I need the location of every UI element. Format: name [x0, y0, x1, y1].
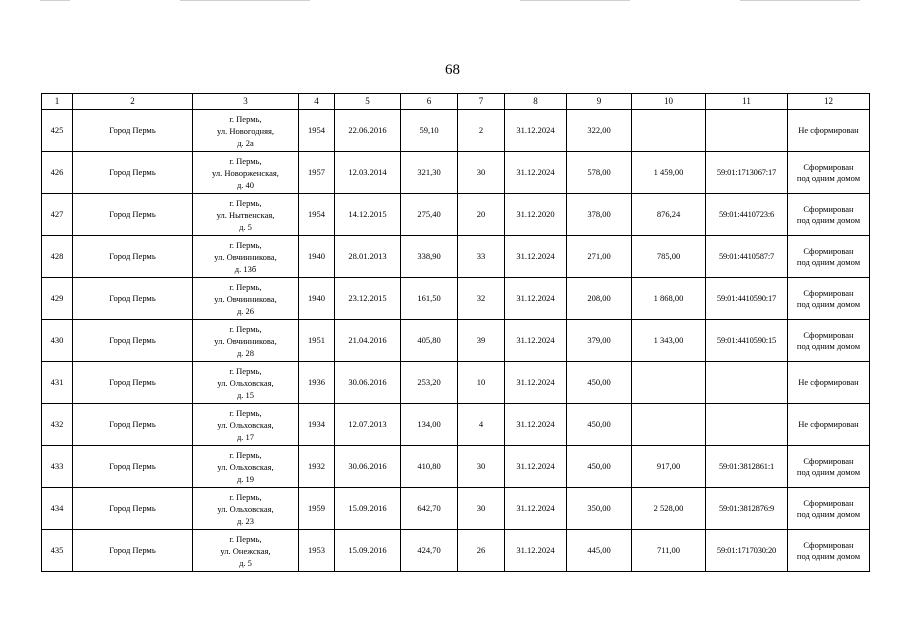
value9-cell: 450,00 — [567, 446, 632, 488]
address-cell-line: ул. Онежская, — [220, 545, 271, 556]
land-status-cell-line: под одним домом — [796, 340, 861, 351]
count-cell: 30 — [458, 446, 505, 488]
cadastral-number-cell: 59:01:3812876:9 — [706, 488, 788, 530]
address-cell-line: г. Пермь, — [229, 365, 262, 376]
address-cell — [193, 404, 299, 446]
cadastral-number-cell: 59:01:4410723:6 — [706, 194, 788, 236]
column-header: 1 — [42, 94, 73, 110]
area-cell: 410,80 — [401, 446, 458, 488]
table-body — [42, 110, 870, 572]
housing-registry-table — [41, 93, 870, 572]
row-number-cell: 434 — [42, 488, 73, 530]
count-cell: 33 — [458, 236, 505, 278]
year-cell: 1936 — [299, 362, 335, 404]
address-cell — [193, 236, 299, 278]
row-number-cell: 428 — [42, 236, 73, 278]
land-status-cell — [788, 236, 870, 278]
value10-cell — [632, 404, 706, 446]
deadline-cell: 31.12.2024 — [505, 446, 567, 488]
year-cell: 1954 — [299, 194, 335, 236]
address-cell-line: ул. Овчинникова, — [214, 335, 277, 346]
column-header: 5 — [335, 94, 401, 110]
land-status-cell-line: под одним домом — [796, 466, 861, 477]
land-status-cell-line: Сформирован — [803, 161, 854, 172]
municipality-cell: Город Пермь — [73, 236, 193, 278]
row-number-cell: 427 — [42, 194, 73, 236]
address-cell-line: д. 15 — [236, 389, 255, 400]
year-cell: 1959 — [299, 488, 335, 530]
count-cell: 30 — [458, 152, 505, 194]
deadline-cell: 31.12.2024 — [505, 320, 567, 362]
date-cell: 14.12.2015 — [335, 194, 401, 236]
address-cell — [193, 278, 299, 320]
date-cell: 28.01.2013 — [335, 236, 401, 278]
area-cell: 275,40 — [401, 194, 458, 236]
land-status-cell — [788, 530, 870, 572]
address-cell — [193, 530, 299, 572]
deadline-cell: 31.12.2024 — [505, 362, 567, 404]
address-cell-line: ул. Овчинникова, — [214, 251, 277, 262]
address-cell-line: г. Пермь, — [229, 323, 262, 334]
land-status-cell — [788, 446, 870, 488]
date-cell: 30.06.2016 — [335, 446, 401, 488]
cadastral-number-cell: 59:01:1717030:20 — [706, 530, 788, 572]
value9-cell: 379,00 — [567, 320, 632, 362]
value10-cell: 1 868,00 — [632, 278, 706, 320]
table-row — [42, 320, 870, 362]
address-cell-line: д. 2а — [237, 137, 254, 148]
area-cell: 424,70 — [401, 530, 458, 572]
table-row — [42, 236, 870, 278]
land-status-cell-line: Не сформирован — [798, 377, 859, 387]
municipality-cell: Город Пермь — [73, 320, 193, 362]
address-cell-line: г. Пермь, — [229, 239, 262, 250]
land-status-cell-line: Сформирован — [803, 203, 854, 214]
row-number-cell: 432 — [42, 404, 73, 446]
value10-cell: 917,00 — [632, 446, 706, 488]
land-status-cell-line: под одним домом — [796, 298, 861, 309]
row-number-cell: 431 — [42, 362, 73, 404]
value10-cell: 1 343,00 — [632, 320, 706, 362]
address-cell — [193, 362, 299, 404]
address-cell-line: ул. Ольховская, — [217, 377, 274, 388]
table-row — [42, 404, 870, 446]
value10-cell: 1 459,00 — [632, 152, 706, 194]
deadline-cell: 31.12.2024 — [505, 110, 567, 152]
municipality-cell: Город Пермь — [73, 278, 193, 320]
land-status-cell-line: под одним домом — [796, 256, 861, 267]
land-status-cell-line: под одним домом — [796, 550, 861, 561]
address-cell-line: д. 40 — [236, 179, 255, 190]
count-cell: 26 — [458, 530, 505, 572]
top-edge-line — [40, 0, 70, 1]
land-status-cell-line: Сформирован — [803, 455, 854, 466]
address-cell — [193, 110, 299, 152]
date-cell: 22.06.2016 — [335, 110, 401, 152]
value10-cell: 876,24 — [632, 194, 706, 236]
table-row — [42, 530, 870, 572]
year-cell: 1957 — [299, 152, 335, 194]
land-status-cell — [788, 488, 870, 530]
value9-cell: 378,00 — [567, 194, 632, 236]
table-row — [42, 362, 870, 404]
address-cell-line: ул. Ольховская, — [217, 503, 274, 514]
area-cell: 642,70 — [401, 488, 458, 530]
row-number-cell: 433 — [42, 446, 73, 488]
address-cell-line: ул. Овчинникова, — [214, 293, 277, 304]
top-edge-line — [180, 0, 310, 1]
deadline-cell: 31.12.2024 — [505, 152, 567, 194]
address-cell — [193, 152, 299, 194]
area-cell: 405,80 — [401, 320, 458, 362]
area-cell: 321,30 — [401, 152, 458, 194]
land-status-cell-line: Сформирован — [803, 497, 854, 508]
address-cell-line: г. Пермь, — [229, 449, 262, 460]
row-number-cell: 425 — [42, 110, 73, 152]
area-cell: 338,90 — [401, 236, 458, 278]
address-cell-line: г. Пермь, — [229, 197, 262, 208]
column-header: 10 — [632, 94, 706, 110]
column-header: 9 — [567, 94, 632, 110]
land-status-cell — [788, 152, 870, 194]
top-edge-line — [740, 0, 860, 1]
value9-cell: 322,00 — [567, 110, 632, 152]
date-cell: 21.04.2016 — [335, 320, 401, 362]
year-cell: 1940 — [299, 236, 335, 278]
cadastral-number-cell — [706, 110, 788, 152]
count-cell: 32 — [458, 278, 505, 320]
cadastral-number-cell: 59:01:3812861:1 — [706, 446, 788, 488]
address-cell-line: г. Пермь, — [229, 533, 262, 544]
address-cell — [193, 488, 299, 530]
municipality-cell: Город Пермь — [73, 446, 193, 488]
year-cell: 1954 — [299, 110, 335, 152]
address-cell — [193, 320, 299, 362]
municipality-cell: Город Пермь — [73, 152, 193, 194]
table-row — [42, 488, 870, 530]
year-cell: 1951 — [299, 320, 335, 362]
address-cell-line: ул. Ольховская, — [217, 461, 274, 472]
value9-cell: 350,00 — [567, 488, 632, 530]
address-cell-line: д. 26 — [236, 305, 255, 316]
table-row — [42, 152, 870, 194]
address-cell-line: д. 23 — [236, 515, 255, 526]
value10-cell: 785,00 — [632, 236, 706, 278]
page-number: 68 — [445, 62, 460, 78]
table-row — [42, 110, 870, 152]
municipality-cell: Город Пермь — [73, 110, 193, 152]
address-cell-line: г. Пермь, — [229, 155, 262, 166]
date-cell: 12.03.2014 — [335, 152, 401, 194]
land-status-cell-line: под одним домом — [796, 172, 861, 183]
year-cell: 1934 — [299, 404, 335, 446]
column-header: 2 — [73, 94, 193, 110]
deadline-cell: 31.12.2020 — [505, 194, 567, 236]
address-cell-line: ул. Новогодняя, — [216, 125, 275, 136]
municipality-cell: Город Пермь — [73, 362, 193, 404]
deadline-cell: 31.12.2024 — [505, 278, 567, 320]
year-cell: 1953 — [299, 530, 335, 572]
deadline-cell: 31.12.2024 — [505, 530, 567, 572]
address-cell-line: ул. Новорженская, — [212, 167, 279, 178]
date-cell: 15.09.2016 — [335, 530, 401, 572]
value9-cell: 271,00 — [567, 236, 632, 278]
row-number-cell: 430 — [42, 320, 73, 362]
area-cell: 59,10 — [401, 110, 458, 152]
value10-cell: 711,00 — [632, 530, 706, 572]
table-row — [42, 278, 870, 320]
address-cell-line: г. Пермь, — [229, 281, 262, 292]
column-header: 3 — [193, 94, 299, 110]
count-cell: 10 — [458, 362, 505, 404]
cadastral-number-cell: 59:01:1713067:17 — [706, 152, 788, 194]
address-cell-line: д. 13б — [234, 263, 257, 274]
land-status-cell-line: Не сформирован — [798, 419, 859, 429]
land-status-cell-line: Сформирован — [803, 245, 854, 256]
land-status-cell-line: под одним домом — [796, 508, 861, 519]
column-header: 6 — [401, 94, 458, 110]
address-cell — [193, 446, 299, 488]
row-number-cell: 429 — [42, 278, 73, 320]
land-status-cell — [788, 320, 870, 362]
date-cell: 30.06.2016 — [335, 362, 401, 404]
value10-cell — [632, 362, 706, 404]
date-cell: 12.07.2013 — [335, 404, 401, 446]
land-status-cell — [788, 110, 870, 152]
land-status-cell-line: Не сформирован — [798, 125, 859, 135]
cadastral-number-cell: 59:01:4410590:15 — [706, 320, 788, 362]
column-header: 8 — [505, 94, 567, 110]
count-cell: 2 — [458, 110, 505, 152]
table-row — [42, 446, 870, 488]
area-cell: 253,20 — [401, 362, 458, 404]
land-status-cell-line: Сформирован — [803, 539, 854, 550]
date-cell: 23.12.2015 — [335, 278, 401, 320]
top-edge-line — [520, 0, 630, 1]
column-header: 4 — [299, 94, 335, 110]
deadline-cell: 31.12.2024 — [505, 404, 567, 446]
deadline-cell: 31.12.2024 — [505, 236, 567, 278]
land-status-cell — [788, 278, 870, 320]
value9-cell: 445,00 — [567, 530, 632, 572]
cadastral-number-cell: 59:01:4410590:17 — [706, 278, 788, 320]
value9-cell: 450,00 — [567, 362, 632, 404]
address-cell-line: д. 5 — [239, 557, 252, 568]
year-cell: 1932 — [299, 446, 335, 488]
area-cell: 161,50 — [401, 278, 458, 320]
land-status-cell-line: под одним домом — [796, 214, 861, 225]
value9-cell: 450,00 — [567, 404, 632, 446]
value10-cell: 2 528,00 — [632, 488, 706, 530]
cadastral-number-cell: 59:01:4410587:7 — [706, 236, 788, 278]
cadastral-number-cell — [706, 404, 788, 446]
address-cell-line: ул. Ольховская, — [217, 419, 274, 430]
deadline-cell: 31.12.2024 — [505, 488, 567, 530]
row-number-cell: 426 — [42, 152, 73, 194]
address-cell-line: ул. Нытвенская, — [216, 209, 275, 220]
address-cell-line: д. 5 — [239, 221, 252, 232]
count-cell: 39 — [458, 320, 505, 362]
address-cell-line: г. Пермь, — [229, 491, 262, 502]
count-cell: 30 — [458, 488, 505, 530]
address-cell — [193, 194, 299, 236]
municipality-cell: Город Пермь — [73, 530, 193, 572]
area-cell: 134,00 — [401, 404, 458, 446]
column-number-row — [42, 94, 870, 110]
count-cell: 4 — [458, 404, 505, 446]
row-number-cell: 435 — [42, 530, 73, 572]
table-row — [42, 194, 870, 236]
cadastral-number-cell — [706, 362, 788, 404]
address-cell-line: г. Пермь, — [229, 407, 262, 418]
column-header: 11 — [706, 94, 788, 110]
column-header: 7 — [458, 94, 505, 110]
value9-cell: 208,00 — [567, 278, 632, 320]
value10-cell — [632, 110, 706, 152]
land-status-cell — [788, 404, 870, 446]
column-header: 12 — [788, 94, 870, 110]
year-cell: 1940 — [299, 278, 335, 320]
municipality-cell: Город Пермь — [73, 194, 193, 236]
address-cell-line: д. 28 — [236, 347, 255, 358]
land-status-cell-line: Сформирован — [803, 287, 854, 298]
address-cell-line: д. 17 — [236, 431, 255, 442]
land-status-cell — [788, 362, 870, 404]
municipality-cell: Город Пермь — [73, 488, 193, 530]
count-cell: 20 — [458, 194, 505, 236]
land-status-cell-line: Сформирован — [803, 329, 854, 340]
municipality-cell: Город Пермь — [73, 404, 193, 446]
land-status-cell — [788, 194, 870, 236]
date-cell: 15.09.2016 — [335, 488, 401, 530]
address-cell-line: г. Пермь, — [229, 113, 262, 124]
value9-cell: 578,00 — [567, 152, 632, 194]
address-cell-line: д. 19 — [236, 473, 255, 484]
